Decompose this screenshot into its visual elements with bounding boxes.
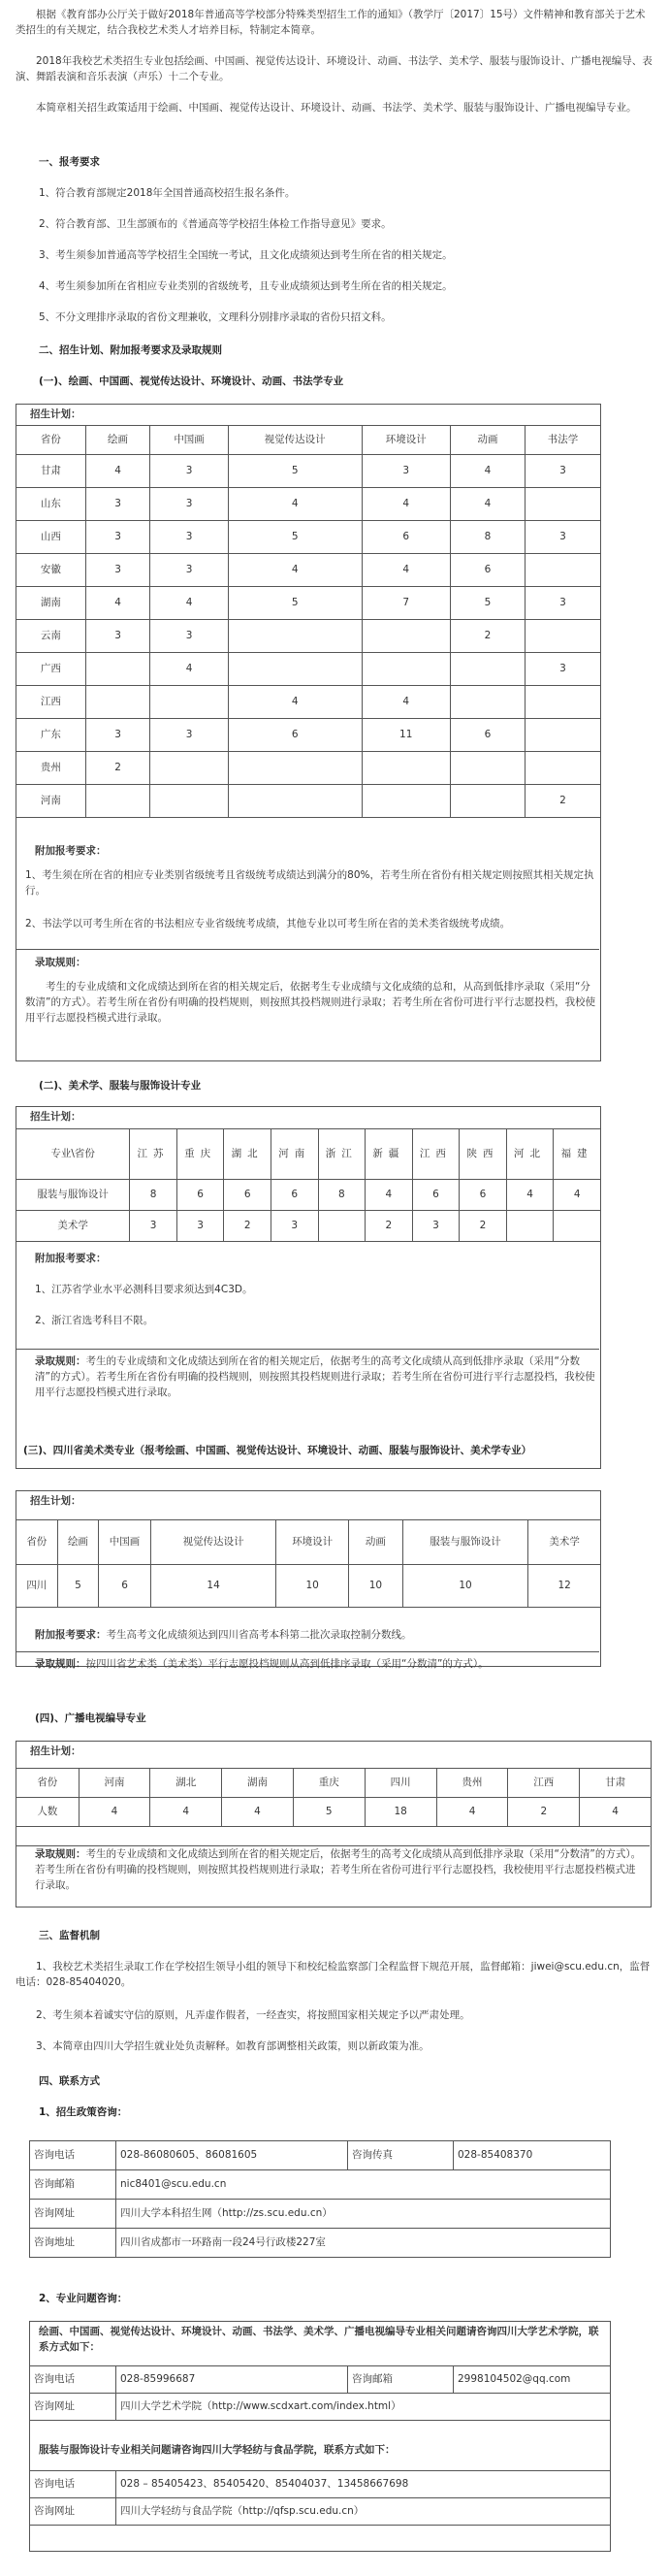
table-cell: 4	[362, 488, 450, 521]
table-cell: 4	[450, 455, 525, 488]
table-cell: 3	[85, 488, 150, 521]
table-cell	[85, 785, 150, 818]
table-cell: 4	[85, 455, 150, 488]
g2-add-label: 附加报考要求：	[35, 1253, 107, 1264]
c1-email[interactable]: nic8401@scu.edu.cn	[116, 2170, 611, 2200]
g3-add-label: 附加报考要求：	[35, 1629, 107, 1641]
table-cell: 5	[228, 521, 362, 554]
table-cell: 美术学	[528, 1520, 601, 1565]
table-cell: 河南	[271, 1129, 318, 1180]
table-cell: 山西	[16, 521, 86, 554]
g4-rule-text: 考生的专业成绩和文化成绩达到所在省的相关规定后，依据考生的高考文化成绩从高到低排序录取（采用“分数清”的方式）。若考生所在省份有明确的投档规则，则按照其投档规则进行录取；若考生所在省份可进行平行志愿投档，我校使用平行志愿投档模式进行录取。	[35, 1848, 642, 1891]
table-cell	[85, 686, 150, 719]
table-cell: 10	[349, 1565, 403, 1608]
table-row	[16, 719, 601, 752]
table-cell	[228, 752, 362, 785]
table-cell: 6	[176, 1180, 224, 1211]
s1-item-2: 2、符合教育部、卫生部颁布的《普通高等学校招生体检工作指导意见》要求。	[39, 218, 392, 230]
intro-paragraph-1: 根据《教育部办公厅关于做好2018年普通高等学校部分特殊类型招生工作的通知》（教学厅〔2017〕15号）文件精神和教育部关于艺术类招生的有关规定，结合我校艺术类人才培养目标，特制定本简章。	[16, 9, 646, 36]
table-cell: 4	[580, 1798, 652, 1827]
table-row	[16, 686, 601, 719]
table-cell: 6	[450, 554, 525, 587]
c1-fax: 028-85408370	[454, 2141, 611, 2170]
label: 咨询邮箱	[348, 2366, 454, 2394]
table-cell: 3	[176, 1211, 224, 1242]
table-cell: 重庆	[176, 1129, 224, 1180]
table-cell: 3	[85, 620, 150, 653]
s3-item-1: 1、我校艺术类招生录取工作在学校招生领导小组的领导下和校纪检监察部门全程监督下规范开展，监督邮箱：jiwei@scu.edu.cn，监督电话：028-85404020。	[16, 1961, 651, 1988]
g2-add-item-2: 2、浙江省选考科目不限。	[35, 1315, 154, 1326]
table-cell: 6	[460, 1180, 507, 1211]
divider	[16, 949, 599, 950]
g1-add-label: 附加报考要求：	[35, 845, 107, 857]
c1-phone: 028-86080605、86081605	[116, 2141, 348, 2170]
label: 咨询网址	[30, 2394, 116, 2421]
g4-rule-label: 录取规则：	[35, 1848, 86, 1860]
table-row	[16, 1798, 652, 1827]
table-cell: 福建	[554, 1129, 601, 1180]
table-row	[16, 455, 601, 488]
table-cell: 贵州	[16, 752, 86, 785]
table-row	[16, 554, 601, 587]
table-row	[16, 1129, 601, 1180]
table-cell: 云南	[16, 620, 86, 653]
g4-plan-label: 招生计划：	[30, 1745, 81, 1757]
table-cell: 12	[528, 1565, 601, 1608]
c1-title: 1、招生政策咨询：	[39, 2106, 128, 2118]
table-cell: 广西	[16, 653, 86, 686]
table-cell: 4	[85, 587, 150, 620]
g2-title: (二)、美术学、服装与服饰设计专业	[39, 1080, 202, 1092]
table-cell: 3	[526, 587, 601, 620]
table-cell: 美术学	[16, 1211, 130, 1242]
table-cell: 湖南	[16, 587, 86, 620]
g1-rule-text: 考生的专业成绩和文化成绩达到所在省的相关规定后，依据考生专业成绩与文化成绩的总和，从高到低排序录取（采用“分数清”的方式）。若考生所在省份有明确的投档规则，则按照其投档规则进行录取；若考生所在省份可进行平行志愿投档，我校使用平行志愿投档模式进行录取。	[25, 981, 596, 1024]
table-cell: 中国画	[99, 1520, 151, 1565]
label: 咨询邮箱	[30, 2170, 116, 2200]
c1-address: 四川省成都市一环路南一段24号行政楼227室	[116, 2229, 611, 2258]
g4-rule	[35, 1847, 644, 1893]
table-cell: 2	[450, 620, 525, 653]
table-cell	[150, 686, 229, 719]
divider	[16, 1845, 650, 1846]
table-row	[16, 752, 601, 785]
table-cell	[362, 785, 450, 818]
section-3-title: 三、监督机制	[39, 1930, 100, 1941]
table-row	[16, 785, 601, 818]
table-cell: 3	[130, 1211, 177, 1242]
table-header: 动画	[450, 426, 525, 455]
table-cell: 4	[228, 686, 362, 719]
table-cell: 3	[412, 1211, 460, 1242]
c2-title: 2、专业问题咨询：	[39, 2293, 128, 2304]
table-cell	[228, 785, 362, 818]
table-cell: 4	[450, 488, 525, 521]
c2-head-2: 服装与服饰设计专业相关问题请咨询四川大学轻纺与食品学院，联系方式如下：	[39, 2444, 396, 2456]
table-cell	[318, 1211, 366, 1242]
table-row	[16, 1180, 601, 1211]
g4-plan-table	[16, 1768, 652, 1827]
table-cell: 2	[224, 1211, 271, 1242]
table-cell: 省份	[16, 1520, 58, 1565]
table-cell: 服装与服饰设计	[402, 1520, 528, 1565]
g3-plan-table	[16, 1519, 601, 1608]
section-1-title: 一、报考要求	[39, 156, 100, 168]
table-cell: 5	[293, 1798, 365, 1827]
table-cell: 省份	[16, 1769, 80, 1798]
table-cell	[362, 752, 450, 785]
table-cell: 6	[228, 719, 362, 752]
table-cell: 3	[150, 554, 229, 587]
s1-item-1: 1、符合教育部规定2018年全国普通高校招生报名条件。	[39, 187, 296, 199]
table-row	[16, 653, 601, 686]
table-cell	[450, 653, 525, 686]
s3-item-2: 2、考生须本着诚实守信的原则，凡弄虚作假者，一经查实，将按照国家相关规定予以严肃处理。	[36, 2009, 470, 2021]
table-row	[16, 1769, 652, 1798]
table-cell	[450, 785, 525, 818]
table-cell: 服装与服饰设计	[16, 1180, 130, 1211]
table-header: 环境设计	[362, 426, 450, 455]
c2-contact-table-1	[29, 2365, 611, 2421]
table-cell: 环境设计	[276, 1520, 349, 1565]
table-cell: 5	[57, 1565, 99, 1608]
table-cell: 甘肃	[16, 455, 86, 488]
table-row	[16, 1565, 601, 1608]
table-cell	[526, 752, 601, 785]
g2-plan-label: 招生计划：	[30, 1111, 81, 1123]
table-cell: 3	[85, 521, 150, 554]
table-cell: 5	[228, 587, 362, 620]
g2-add-item-1: 1、江苏省学业水平必测科目要求须达到4C3D。	[35, 1284, 253, 1295]
table-cell: 4	[150, 587, 229, 620]
g1-plan-table	[16, 425, 601, 818]
table-cell: 6	[412, 1180, 460, 1211]
g3-rule-label: 录取规则：	[35, 1658, 86, 1670]
table-cell: 4	[228, 554, 362, 587]
table-cell	[554, 1211, 601, 1242]
label: 咨询电话	[30, 2471, 116, 2498]
g1-rule-label: 录取规则：	[35, 957, 86, 968]
table-cell	[228, 620, 362, 653]
label: 咨询地址	[30, 2229, 116, 2258]
table-cell	[362, 653, 450, 686]
g3-rule-text: 按四川省艺术类（美术类）平行志愿投档规则从高到低排序录取（采用“分数清”的方式）。	[85, 1658, 489, 1670]
c2-contact-table-2	[29, 2470, 611, 2526]
c2-phone-2: 028 – 85405423、85405420、85404037、13458667698	[116, 2471, 611, 2498]
table-cell: 山东	[16, 488, 86, 521]
table-cell	[526, 554, 601, 587]
table-cell: 10	[276, 1565, 349, 1608]
table-cell: 陕西	[460, 1129, 507, 1180]
table-cell: 11	[362, 719, 450, 752]
table-cell: 江西	[16, 686, 86, 719]
table-cell	[150, 785, 229, 818]
s1-item-4: 4、考生须参加所在省相应专业类别的省级统考，且专业成绩须达到考生所在省的相关规定。	[39, 280, 453, 292]
table-cell	[526, 719, 601, 752]
table-row	[16, 521, 601, 554]
table-cell: 动画	[349, 1520, 403, 1565]
c2-website-2[interactable]: 四川大学轻纺与食品学院（http://qfsp.scu.edu.cn）	[116, 2498, 611, 2526]
c1-contact-table	[29, 2140, 611, 2258]
table-cell: 8	[450, 521, 525, 554]
table-cell: 3	[526, 455, 601, 488]
g2-rule-label: 录取规则：	[35, 1355, 86, 1367]
table-cell: 河南	[79, 1769, 150, 1798]
table-cell: 重庆	[293, 1769, 365, 1798]
g1-add-item-2: 2、书法学以可考生所在省的书法相应专业省级统考成绩，其他专业以可考生所在省的美术类省级统考成绩。	[25, 918, 511, 929]
table-cell: 江西	[508, 1769, 580, 1798]
label: 咨询网址	[30, 2498, 116, 2526]
table-cell	[150, 752, 229, 785]
table-cell: 3	[150, 455, 229, 488]
s1-item-5: 5、不分文理排序录取的省份文理兼收，文理科分别排序录取的省份只招文科。	[39, 311, 392, 323]
table-cell: 3	[85, 719, 150, 752]
g3-add-text: 考生高考文化成绩须达到四川省高考本科第二批次录取控制分数线。	[106, 1629, 412, 1641]
table-cell: 河北	[506, 1129, 554, 1180]
table-cell: 5	[228, 455, 362, 488]
table-cell: 湖北	[150, 1769, 222, 1798]
table-row	[16, 488, 601, 521]
label: 咨询传真	[348, 2141, 454, 2170]
label: 咨询电话	[30, 2141, 116, 2170]
intro-paragraph-2: 2018年我校艺术类招生专业包括绘画、中国画、视觉传达设计、环境设计、动画、书法学、美术学、服装与服饰设计、广播电视编导、表演、舞蹈表演和音乐表演（声乐）十二个专业。	[16, 55, 653, 82]
table-cell: 18	[365, 1798, 436, 1827]
table-cell: 3	[150, 620, 229, 653]
table-cell: 2	[526, 785, 601, 818]
g3-add	[35, 1628, 597, 1644]
table-cell: 2	[366, 1211, 413, 1242]
table-cell: 四川	[365, 1769, 436, 1798]
table-cell: 4	[362, 686, 450, 719]
table-cell: 3	[85, 554, 150, 587]
table-cell	[526, 488, 601, 521]
table-cell: 甘肃	[580, 1769, 652, 1798]
table-cell	[450, 686, 525, 719]
table-header: 绘画	[85, 426, 150, 455]
intro-paragraph-3: 本简章相关招生政策适用于绘画、中国画、视觉传达设计、环境设计、动画、书法学、美术学、服装与服饰设计、广播电视编导专业。	[36, 102, 637, 114]
table-header: 书法学	[526, 426, 601, 455]
table-cell	[526, 620, 601, 653]
table-cell: 新疆	[366, 1129, 413, 1180]
g1-title: (一)、绘画、中国画、视觉传达设计、环境设计、动画、书法学专业	[39, 375, 344, 387]
g2-rule	[35, 1354, 597, 1400]
table-cell: 专业\省份	[16, 1129, 130, 1180]
section-2-title: 二、招生计划、附加报考要求及录取规则	[39, 344, 222, 356]
table-row	[16, 620, 601, 653]
g1-plan-label: 招生计划：	[30, 408, 81, 420]
c2-head-1: 绘画、中国画、视觉传达设计、环境设计、动画、书法学、美术学、广播电视编导专业相关问题请咨询四川大学艺术学院，联系方式如下：	[39, 2326, 599, 2353]
table-cell: 3	[271, 1211, 318, 1242]
table-cell: 视觉传达设计	[150, 1520, 276, 1565]
table-cell: 7	[362, 587, 450, 620]
c2-phone: 028-85996687	[116, 2366, 348, 2394]
table-cell: 4	[506, 1180, 554, 1211]
g4-title: (四)、广播电视编导专业	[35, 1712, 146, 1724]
section-4-title: 四、联系方式	[39, 2075, 100, 2087]
table-cell	[362, 620, 450, 653]
table-cell: 6	[362, 521, 450, 554]
table-cell: 8	[130, 1180, 177, 1211]
table-cell: 4	[554, 1180, 601, 1211]
table-cell: 4	[366, 1180, 413, 1211]
table-cell: 2	[508, 1798, 580, 1827]
table-cell: 4	[150, 653, 229, 686]
table-row	[16, 1211, 601, 1242]
table-cell: 3	[150, 488, 229, 521]
table-cell: 江苏	[130, 1129, 177, 1180]
s3-item-3: 3、本简章由四川大学招生就业处负责解释。如教育部调整相关政策，则以新政策为准。	[36, 2040, 430, 2052]
g2-plan-table	[16, 1128, 601, 1242]
label: 咨询网址	[30, 2200, 116, 2229]
table-cell: 10	[402, 1565, 528, 1608]
table-cell: 贵州	[436, 1769, 508, 1798]
g1-add-item-1: 1、考生须在所在省的相应专业类别省级统考且省级统考成绩达到满分的80%，若考生所在省份有相关规定则按照其相关规定执行。	[25, 869, 594, 897]
table-cell: 3	[526, 521, 601, 554]
table-cell: 5	[450, 587, 525, 620]
g2-rule-text: 考生的专业成绩和文化成绩达到所在省的相关规定后，依据考生的高考文化成绩从高到低排序录取（采用“分数清”的方式）。若考生所在省份有明确的投档规则，则按照其投档规则进行录取；若考生所在省份可进行平行志愿投档，我校使用平行志愿投档模式进行录取。	[35, 1355, 595, 1398]
table-cell: 4	[150, 1798, 222, 1827]
table-header: 省份	[16, 426, 86, 455]
c2-website[interactable]: 四川大学艺术学院（http://www.scdxart.com/index.html）	[116, 2394, 611, 2421]
table-cell: 4	[228, 488, 362, 521]
table-cell: 3	[150, 719, 229, 752]
table-cell: 浙江	[318, 1129, 366, 1180]
g3-rule	[35, 1657, 597, 1673]
table-cell: 江西	[412, 1129, 460, 1180]
table-cell: 广东	[16, 719, 86, 752]
table-cell: 河南	[16, 785, 86, 818]
table-cell: 14	[150, 1565, 276, 1608]
table-cell: 4	[436, 1798, 508, 1827]
table-cell: 6	[99, 1565, 151, 1608]
table-cell: 安徽	[16, 554, 86, 587]
table-row	[16, 587, 601, 620]
table-cell: 8	[318, 1180, 366, 1211]
table-row	[16, 1520, 601, 1565]
table-header: 视觉传达设计	[228, 426, 362, 455]
table-cell: 绘画	[57, 1520, 99, 1565]
g3-title: (三)、四川省美术类专业（报考绘画、中国画、视觉传达设计、环境设计、动画、服装与服饰设计、美术学专业）	[23, 1445, 532, 1456]
divider	[16, 1651, 599, 1652]
table-cell: 4	[79, 1798, 150, 1827]
table-cell	[228, 653, 362, 686]
label: 咨询电话	[30, 2366, 116, 2394]
table-cell: 6	[450, 719, 525, 752]
table-cell: 人数	[16, 1798, 80, 1827]
table-cell	[526, 686, 601, 719]
table-cell: 四川	[16, 1565, 58, 1608]
table-cell: 2	[85, 752, 150, 785]
table-cell	[450, 752, 525, 785]
table-cell: 4	[222, 1798, 294, 1827]
c2-email[interactable]: 2998104502@qq.com	[454, 2366, 611, 2394]
table-cell: 2	[460, 1211, 507, 1242]
c1-website[interactable]: 四川大学本科招生网（http://zs.scu.edu.cn）	[116, 2200, 611, 2229]
g3-plan-label: 招生计划：	[30, 1495, 81, 1507]
table-header: 中国画	[150, 426, 229, 455]
table-cell: 湖北	[224, 1129, 271, 1180]
table-cell: 6	[271, 1180, 318, 1211]
table-cell: 3	[362, 455, 450, 488]
table-cell	[85, 653, 150, 686]
table-cell	[506, 1211, 554, 1242]
s1-item-3: 3、考生须参加普通高等学校招生全国统一考试，且文化成绩须达到考生所在省的相关规定。	[39, 249, 453, 261]
table-cell: 3	[526, 653, 601, 686]
table-cell: 4	[362, 554, 450, 587]
divider	[16, 1349, 599, 1350]
table-cell: 3	[150, 521, 229, 554]
table-cell: 6	[224, 1180, 271, 1211]
table-cell: 湖南	[222, 1769, 294, 1798]
